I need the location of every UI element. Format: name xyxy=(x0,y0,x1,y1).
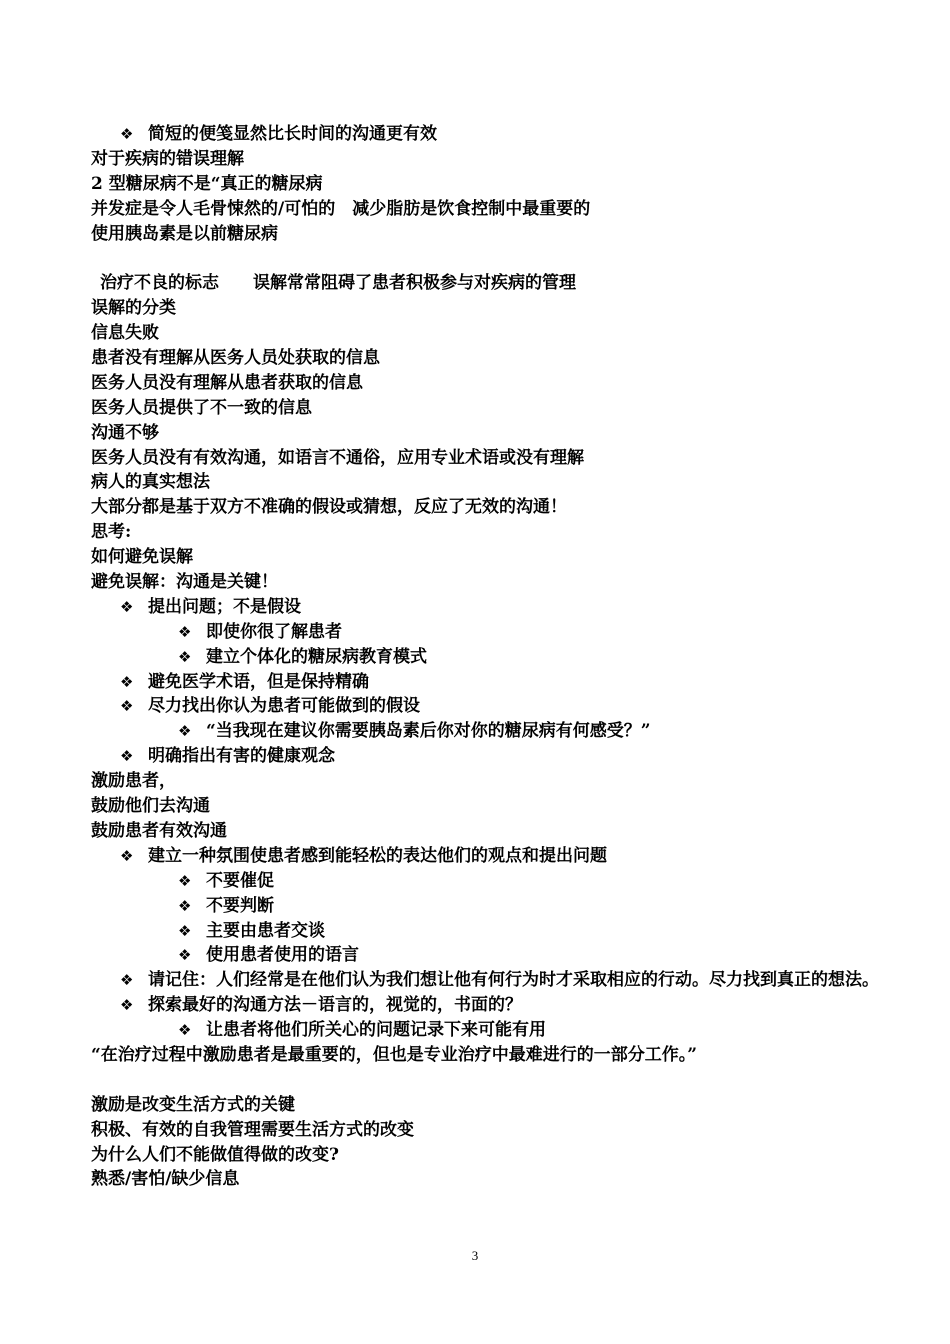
diamond-bullet-icon: ❖ xyxy=(178,871,192,890)
text-line: 熟悉/害怕/缺少信息 xyxy=(91,1169,240,1190)
bullet-text: 避免医学术语，但是保持精确 xyxy=(148,671,369,692)
bullet-text: 尽力找出你认为患者可能做到的假设 xyxy=(148,696,420,717)
sub-bullet-item xyxy=(91,719,881,744)
bullet-item xyxy=(91,122,881,147)
bullet-text: 简短的便笺显然比长时间的沟通更有效 xyxy=(148,124,437,144)
diamond-bullet-icon: ❖ xyxy=(178,896,192,915)
bullet-text: 明确指出有害的健康观念 xyxy=(148,746,335,767)
text-line: 并发症是令人毛骨悚然的/可怕的 减少脂肪是饮食控制中最重要的 xyxy=(91,198,591,219)
text-line: 信息失败 xyxy=(91,323,159,344)
bullet-text: 不要判断 xyxy=(206,895,274,916)
diamond-bullet-icon: ❖ xyxy=(178,946,192,965)
bullet-text: 建立一种氛围使患者感到能轻松的表达他们的观点和提出问题 xyxy=(148,845,607,866)
text-line: 医务人员没有理解从患者获取的信息 xyxy=(91,372,363,393)
sub-bullet-item xyxy=(91,919,881,944)
text-line: 患者没有理解从医务人员处获取的信息 xyxy=(91,348,380,369)
diamond-bullet-icon: ❖ xyxy=(120,996,134,1015)
sub-bullet-item xyxy=(91,645,881,670)
bullet-text: 让患者将他们所关心的问题记录下来可能有用 xyxy=(206,1020,546,1041)
diamond-bullet-icon: ❖ xyxy=(120,697,134,716)
bullet-text: 建立个体化的糖尿病教育模式 xyxy=(206,646,427,667)
bullet-item xyxy=(91,670,881,695)
diamond-bullet-icon: ❖ xyxy=(120,846,134,865)
bullet-text: 提出问题；不是假设 xyxy=(148,596,301,617)
bullet-text: “当我现在建议你需要胰岛素后你对你的糖尿病有何感受？” xyxy=(206,721,651,742)
sub-bullet-item xyxy=(91,620,881,645)
blank-line xyxy=(91,246,881,271)
text-line: 治疗不良的标志 误解常常阻碍了患者积极参与对疾病的管理 xyxy=(100,273,576,294)
page-body xyxy=(91,122,881,1192)
page-number: 3 xyxy=(471,1248,479,1263)
bullet-text: 不要催促 xyxy=(206,870,274,891)
bullet-text: 请记住：人们经常是在他们认为我们想让他有何行为时才采取相应的行动。尽力找到真正的想法。 xyxy=(148,970,879,991)
text-line: 误解的分类 xyxy=(91,298,176,319)
text-line: 医务人员没有有效沟通，如语言不通俗，应用专业术语或没有理解 xyxy=(91,447,584,468)
text-line: 医务人员提供了不一致的信息 xyxy=(91,397,312,418)
blank-line xyxy=(91,1068,881,1093)
bullet-text: 主要由患者交谈 xyxy=(206,920,325,941)
diamond-bullet-icon: ❖ xyxy=(178,1021,192,1040)
bullet-text: 使用患者使用的语言 xyxy=(206,945,359,966)
text-line: 积极、有效的自我管理需要生活方式的改变 xyxy=(91,1119,414,1140)
bullet-item xyxy=(91,595,881,620)
bullet-item xyxy=(91,968,881,993)
text-line: 如何避免误解 xyxy=(91,547,193,568)
text-line: 鼓励他们去沟通 xyxy=(91,796,210,817)
text-line: 2 型糖尿病不是“真正的糖尿病 xyxy=(91,173,323,194)
bullet-item xyxy=(91,744,881,769)
text-line: 为什么人们不能做值得做的改变? xyxy=(91,1144,339,1165)
bullet-text: 探索最好的沟通方法－语言的，视觉的，书面的？ xyxy=(148,995,522,1016)
sub-bullet-item xyxy=(91,869,881,894)
sub-bullet-item xyxy=(91,1018,881,1043)
diamond-bullet-icon: ❖ xyxy=(120,747,134,766)
diamond-bullet-icon: ❖ xyxy=(120,597,134,616)
diamond-bullet-icon: ❖ xyxy=(120,971,134,990)
text-line: 使用胰岛素是以前糖尿病 xyxy=(91,223,278,244)
sub-bullet-item xyxy=(91,894,881,919)
bullet-item xyxy=(91,993,881,1018)
bullet-text: 即使你很了解患者 xyxy=(206,621,342,642)
text-line: 激励患者， xyxy=(91,771,176,792)
text-line: 鼓励患者有效沟通 xyxy=(91,820,227,841)
diamond-bullet-icon: ❖ xyxy=(178,921,192,940)
bullet-item xyxy=(91,844,881,869)
text-line: 思考: xyxy=(91,522,132,543)
sub-bullet-item xyxy=(91,943,881,968)
text-line: 病人的真实想法 xyxy=(91,472,210,493)
text-line: 激励是改变生活方式的关键 xyxy=(91,1094,295,1115)
text-line: 对于疾病的错误理解 xyxy=(91,148,244,169)
text-line: 避免误解：沟通是关键！ xyxy=(91,572,278,593)
text-line: 大部分都是基于双方不准确的假设或猜想，反应了无效的沟通！ xyxy=(91,497,567,518)
bullet-item xyxy=(91,694,881,719)
diamond-bullet-icon: ❖ xyxy=(178,722,192,741)
text-line: 沟通不够 xyxy=(91,422,159,443)
diamond-bullet-icon: ❖ xyxy=(120,125,134,143)
diamond-bullet-icon: ❖ xyxy=(178,622,192,641)
diamond-bullet-icon: ❖ xyxy=(120,672,134,691)
diamond-bullet-icon: ❖ xyxy=(178,647,192,666)
quote-line: “在治疗过程中激励患者是最重要的，但也是专业治疗中最难进行的一部分工作。” xyxy=(91,1044,698,1065)
